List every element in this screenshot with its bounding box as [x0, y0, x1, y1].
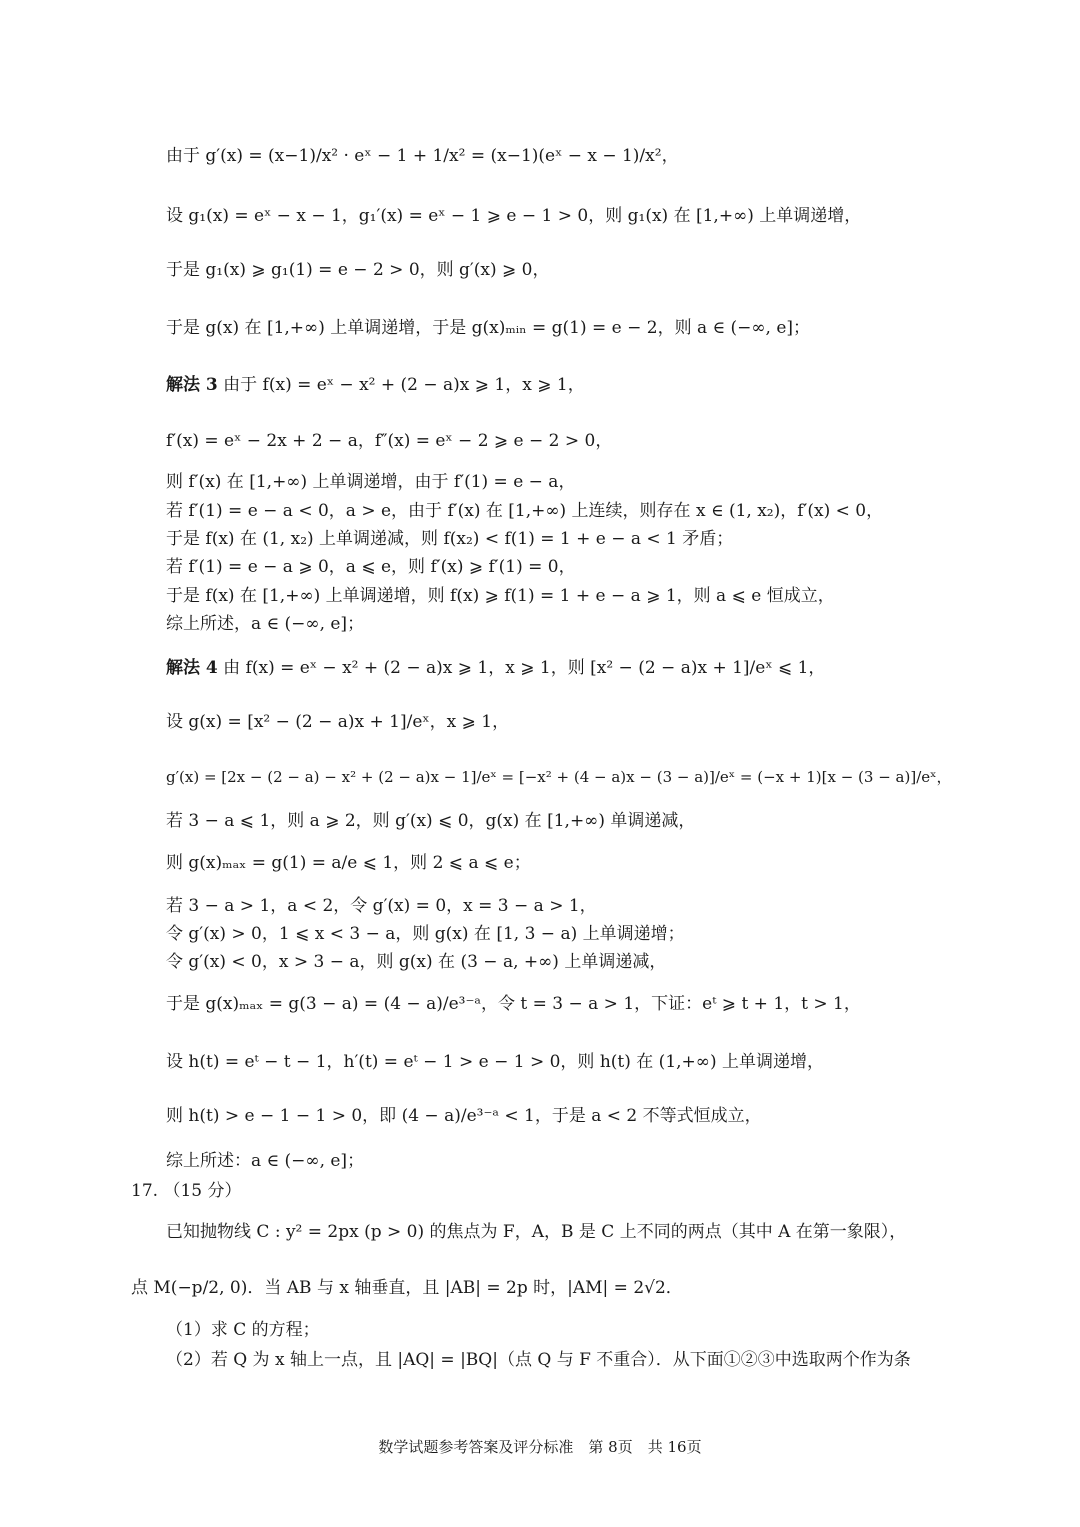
text-line: 令 g′(x) < 0，x > 3 − a，则 g(x) 在 (3 − a, +∞) 上单调递减，	[166, 952, 667, 972]
solution-3-label: 解法 3	[166, 375, 218, 395]
text-line: 由于 g′(x) = (x−1)/x² · eˣ − 1 + 1/x² = (x−1)(eˣ − x − 1)/x²，	[166, 146, 679, 166]
text-line: g′(x) = [2x − (2 − a) − x² + (2 − a)x − 1]/eˣ = [−x² + (4 − a)x − (3 − a)]/eˣ = (−x + 1)[x − (3 − a)]/eˣ，	[166, 768, 952, 786]
text-line: 点 M(−p/2, 0)．当 AB 与 x 轴垂直，且 |AB| = 2p 时，|AM| = 2√2．	[131, 1278, 683, 1298]
solution-4-line	[166, 660, 825, 677]
text-line: 设 g₁(x) = eˣ − x − 1，g₁′(x) = eˣ − 1 ⩾ e − 1 > 0，则 g₁(x) 在 [1,+∞) 上单调递增，	[166, 206, 862, 226]
text-line: 则 g(x)ₘₐₓ = g(1) = a/e ⩽ 1，则 2 ⩽ a ⩽ e；	[166, 853, 531, 873]
text-line: 于是 g₁(x) ⩾ g₁(1) = e − 2 > 0，则 g′(x) ⩾ 0，	[166, 260, 550, 280]
text-line: 综上所述，a ∈ (−∞, e]；	[166, 614, 365, 634]
page-footer: 数学试题参考答案及评分标准 第 8页 共 16页	[378, 1438, 702, 1456]
text-line: 令 g′(x) > 0，1 ⩽ x < 3 − a，则 g(x) 在 [1, 3 − a) 上单调递增；	[166, 924, 685, 944]
text-line: 则 h(t) > e − 1 − 1 > 0，即 (4 − a)/e³⁻ᵃ < 1，于是 a < 2 不等式恒成立，	[166, 1106, 762, 1126]
text-line: 于是 g(x)ₘₐₓ = g(3 − a) = (4 − a)/e³⁻ᵃ，令 t = 3 − a > 1，下证：eᵗ ⩾ t + 1，t > 1，	[166, 994, 861, 1014]
solution-4-label: 解法 4	[166, 658, 218, 678]
text-line: （2）若 Q 为 x 轴上一点，且 |AQ| = |BQ|（点 Q 与 F 不重合）．从下面①②③中选取两个作为条	[166, 1350, 911, 1370]
text-line: 于是 g(x) 在 [1,+∞) 上单调递增，于是 g(x)ₘᵢₙ = g(1) = e − 2，则 a ∈ (−∞, e]；	[166, 318, 811, 338]
text-line: （1）求 C 的方程；	[166, 1320, 320, 1340]
text-line: 设 h(t) = eᵗ − t − 1，h′(t) = eᵗ − 1 > e − 1 > 0，则 h(t) 在 (1,+∞) 上单调递增，	[166, 1052, 824, 1072]
text-line: 于是 f(x) 在 (1, x₂) 上单调递减，则 f(x₂) < f(1) = 1 + e − a < 1 矛盾；	[166, 529, 734, 549]
text-line: 设 g(x) = [x² − (2 − a)x + 1]/eˣ，x ⩾ 1，	[166, 712, 510, 732]
text-line: 若 3 − a > 1，a < 2，令 g′(x) = 0，x = 3 − a > 1，	[166, 896, 597, 916]
text-line: 若 f′(1) = e − a ⩾ 0，a ⩽ e，则 f′(x) ⩾ f′(1) = 0，	[166, 557, 576, 577]
text-span: 由于 f(x) = eˣ − x² + (2 − a)x ⩾ 1，x ⩾ 1，	[223, 375, 585, 395]
text-line: 则 f′(x) 在 [1,+∞) 上单调递增，由于 f′(1) = e − a，	[166, 472, 576, 492]
text-line: 综上所述：a ∈ (−∞, e]；	[166, 1151, 365, 1171]
text-span: 由 f(x) = eˣ − x² + (2 − a)x ⩾ 1，x ⩾ 1，则 [x² − (2 − a)x + 1]/eˣ ⩽ 1，	[223, 658, 826, 678]
problem-17-heading: 17. （15 分）	[131, 1181, 242, 1201]
solution-3-line	[166, 377, 585, 394]
text-line: f′(x) = eˣ − 2x + 2 − a，f″(x) = eˣ − 2 ⩾ e − 2 > 0，	[166, 431, 613, 451]
text-line: 已知抛物线 C : y² = 2px (p > 0) 的焦点为 F，A，B 是 C 上不同的两点（其中 A 在第一象限），	[166, 1222, 907, 1242]
text-line: 若 f′(1) = e − a < 0，a > e，由于 f′(x) 在 [1,+∞) 上连续，则存在 x ∈ (1, x₂)，f′(x) < 0，	[166, 501, 884, 521]
text-line: 若 3 − a ⩽ 1，则 a ⩾ 2，则 g′(x) ⩽ 0，g(x) 在 [1,+∞) 单调递减，	[166, 811, 696, 831]
text-line: 于是 f(x) 在 [1,+∞) 上单调递增，则 f(x) ⩾ f(1) = 1 + e − a ⩾ 1，则 a ⩽ e 恒成立，	[166, 586, 835, 606]
